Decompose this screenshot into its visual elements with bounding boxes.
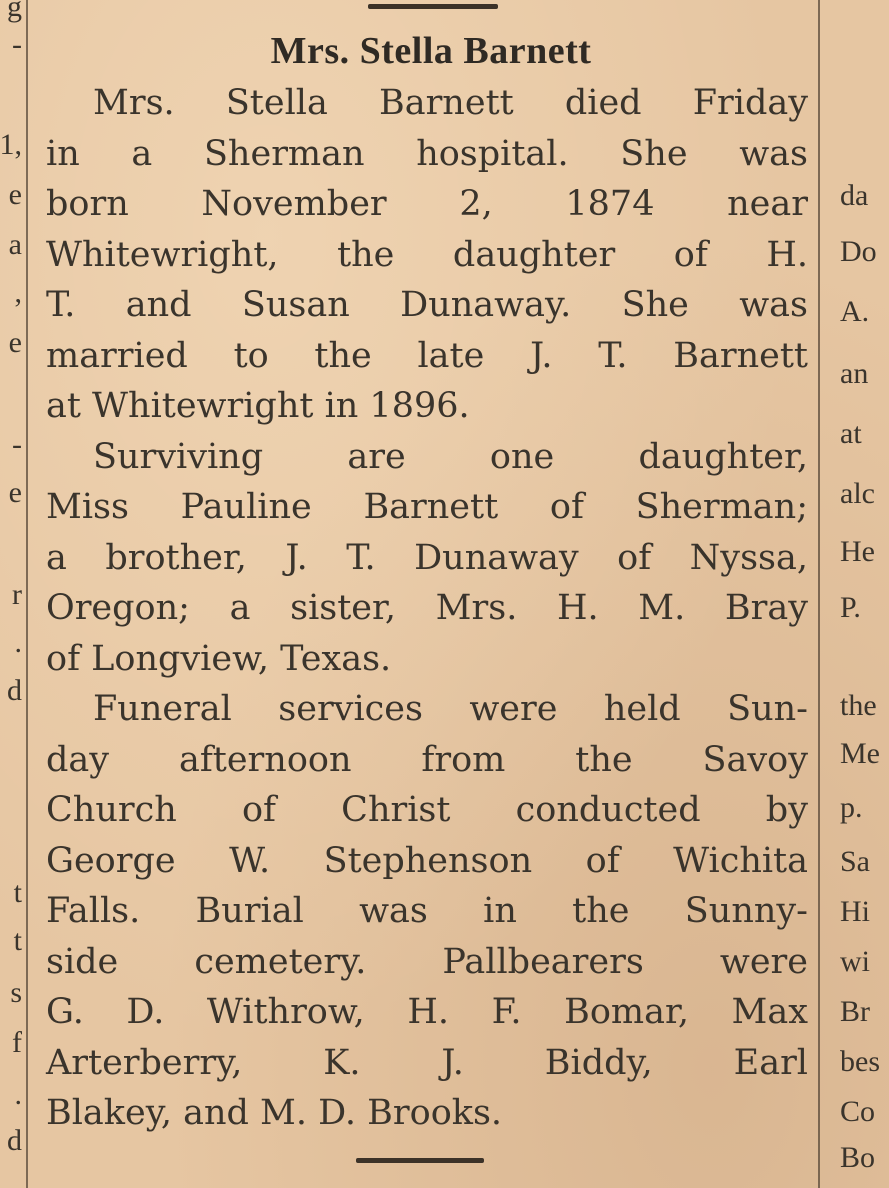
body-line: a brother, J. T. Dunaway of Nyssa, — [46, 537, 808, 578]
left-fragment: d — [7, 1124, 22, 1157]
right-fragment: at — [840, 417, 862, 450]
article-body — [46, 78, 808, 1139]
right-fragment: an — [840, 357, 869, 390]
left-fragment: r — [12, 578, 22, 611]
right-fragment: p. — [840, 791, 863, 824]
left-fragment: . — [14, 1078, 22, 1111]
left-fragment: e — [8, 326, 22, 359]
left-fragment: - — [12, 428, 22, 461]
body-line: Mrs. Stella Barnett died Friday — [93, 83, 808, 123]
body-line: Blakey, and M. D. Brooks. — [46, 1093, 503, 1133]
right-fragment: Br — [840, 995, 870, 1028]
right-fragment: da — [840, 179, 869, 212]
right-fragment: alc — [840, 477, 875, 510]
body-line: married to the late J. T. Barnett — [46, 335, 808, 376]
body-line: Oregon; a sister, Mrs. H. M. Bray — [46, 588, 808, 628]
left-fragment: d — [7, 674, 22, 707]
article-headline: Mrs. Stella Barnett — [270, 30, 592, 72]
left-fragment: t — [13, 876, 22, 909]
right-fragment: the — [840, 689, 877, 722]
body-line: Miss Pauline Barnett of Sherman; — [46, 487, 808, 527]
left-fragment: s — [10, 976, 22, 1009]
left-fragment: , — [14, 276, 22, 309]
body-line: Arterberry, K. J. Biddy, Earl — [46, 1042, 808, 1083]
right-fragment: Hi — [840, 895, 870, 928]
body-line: Church of Christ conducted by — [46, 790, 808, 830]
separator-top — [368, 4, 498, 9]
left-fragment: f — [12, 1026, 22, 1059]
left-fragment: e — [8, 476, 22, 509]
body-line: Funeral services were held Sun- — [93, 689, 808, 729]
right-fragment: Do — [840, 235, 877, 268]
left-fragment: e — [8, 178, 22, 211]
body-line: side cemetery. Pallbearers were — [46, 941, 808, 982]
body-line: in a Sherman hospital. She was — [46, 133, 808, 174]
left-column-clipped — [0, 0, 24, 1188]
left-fragment: t — [13, 924, 22, 957]
body-line: at Whitewright in 1896. — [46, 386, 470, 426]
column-rule-left — [26, 0, 28, 1188]
right-fragment: P. — [840, 591, 861, 624]
right-fragment: A. — [840, 295, 870, 328]
body-line: Falls. Burial was in the Sunny- — [46, 891, 808, 931]
body-line: Surviving are one daughter, — [93, 436, 808, 477]
left-fragment: - — [12, 28, 22, 61]
right-column-clipped — [822, 0, 889, 1188]
column-rule-right — [818, 0, 820, 1188]
left-fragment: . — [14, 626, 22, 659]
right-fragment: Me — [840, 737, 880, 770]
body-line: T. and Susan Dunaway. She was — [46, 285, 808, 325]
left-fragment: a — [8, 228, 22, 261]
right-fragment: Sa — [840, 845, 870, 878]
obituary-article — [46, 0, 808, 1188]
body-line: George W. Stephenson of Wichita — [46, 840, 808, 881]
body-line: G. D. Withrow, H. F. Bomar, Max — [46, 992, 808, 1032]
right-fragment: wi — [840, 945, 870, 978]
body-line: of Longview, Texas. — [46, 638, 392, 679]
right-fragment: Bo — [840, 1141, 876, 1174]
right-fragment: He — [840, 535, 875, 568]
right-fragment: bes — [840, 1045, 880, 1078]
body-line: born November 2, 1874 near — [46, 184, 808, 224]
left-fragment: g — [7, 0, 22, 23]
body-line: day afternoon from the Savoy — [46, 739, 808, 780]
separator-bottom — [356, 1158, 484, 1163]
body-line: Whitewright, the daughter of H. — [46, 234, 808, 275]
left-fragment: 1, — [0, 128, 22, 161]
right-fragment: Co — [840, 1095, 876, 1128]
